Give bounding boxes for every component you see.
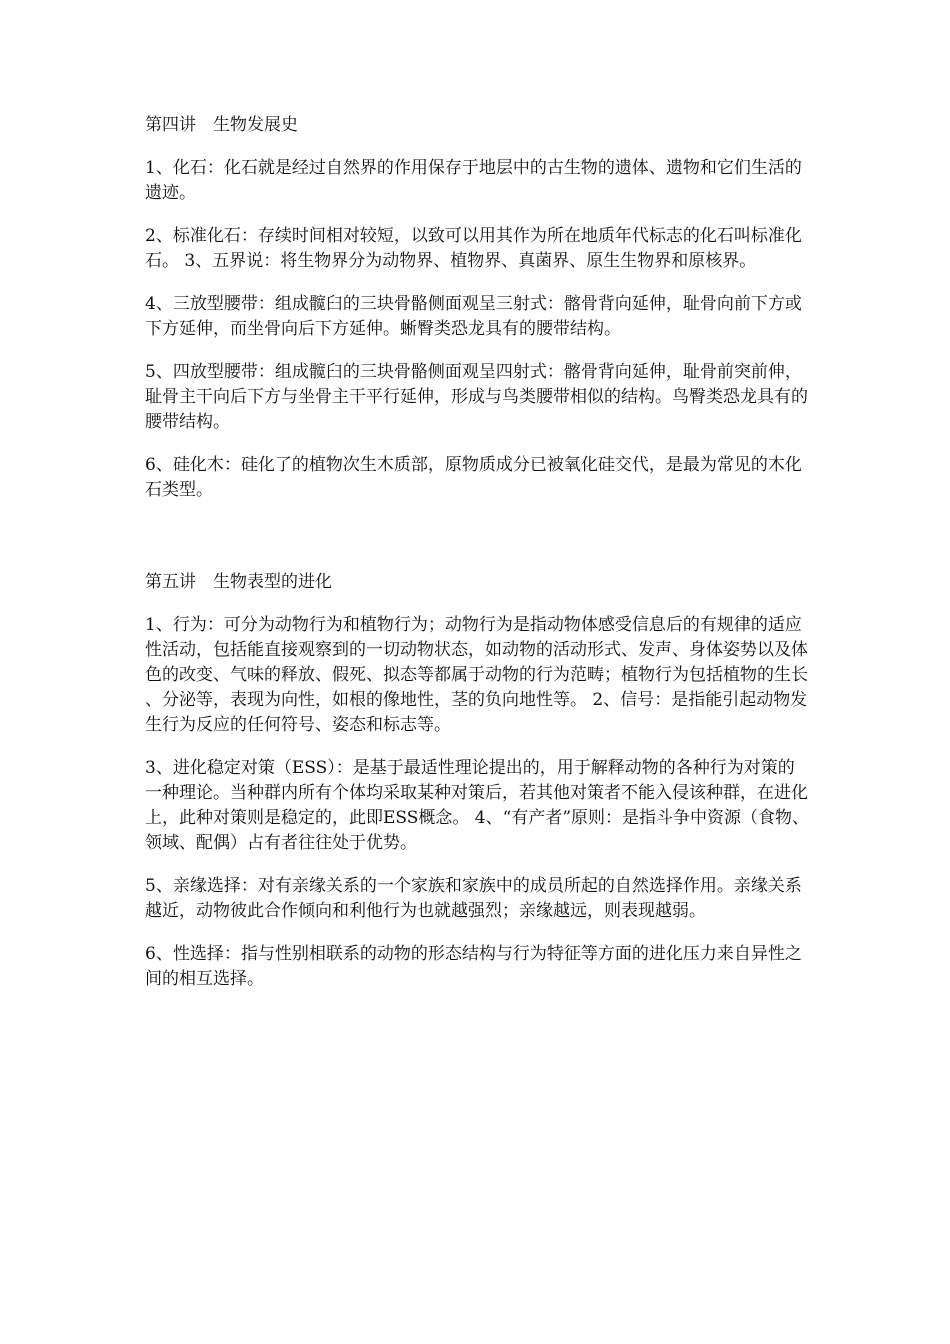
definition-paragraph: 5、亲缘选择：对有亲缘关系的一个家族和家族中的成员所起的自然选择作用。亲缘关系越近，动物彼此合作倾向和利他行为也就越强烈；亲缘越远，则表现越弱。 <box>145 876 802 921</box>
definition-paragraph: 4、三放型腰带：组成髋臼的三块骨骼侧面观呈三射式：髂骨背向延伸，耻骨向前下方或下方延伸，而坐骨向后下方延伸。蜥臀类恐龙具有的腰带结构。 <box>145 294 802 339</box>
definition-paragraph: 6、硅化木：硅化了的植物次生木质部，原物质成分已被氧化硅交代，是最为常见的木化石类型。 <box>145 455 802 500</box>
definition-paragraph: 3、进化稳定对策（ESS）：是基于最适性理论提出的，用于解释动物的各种行为对策的一种理论。当种群内所有个体均采取某种对策后，若其他对策者不能入侵该种群，在进化上，此种对策则是稳定的，此即ESS概念。 4、“有产者”原则：是指斗争中资源（食物、领域、配偶）占有者往往处于优势。 <box>145 758 810 853</box>
definition-paragraph: 5、四放型腰带：组成髋臼的三块骨骼侧面观呈四射式：髂骨背向延伸，耻骨前突前伸，耻骨主干向后下方与坐骨主干平行延伸，形成与鸟类腰带相似的结构。鸟臀类恐龙具有的腰带结构。 <box>145 362 808 432</box>
section-heading: 第四讲 生物发展史 <box>145 115 298 135</box>
section-heading: 第五讲 生物表型的进化 <box>145 572 332 592</box>
definition-paragraph: 1、化石：化石就是经过自然界的作用保存于地层中的古生物的遗体、遗物和它们生活的遗迹。 <box>145 158 802 203</box>
document-page <box>145 113 810 1010</box>
definition-paragraph: 2、标准化石：存续时间相对较短，以致可以用其作为所在地质年代标志的化石叫标准化石。 3、五界说：将生物界分为动物界、植物界、真菌界、原生生物界和原核界。 <box>145 226 802 271</box>
definition-paragraph: 6、性选择：指与性别相联系的动物的形态结构与行为特征等方面的进化压力来自异性之间的相互选择。 <box>145 944 802 989</box>
section-lecture-5 <box>145 570 810 992</box>
section-lecture-4 <box>145 113 810 503</box>
definition-paragraph: 1、行为：可分为动物行为和植物行为；动物行为是指动物体感受信息后的有规律的适应性活动，包括能直接观察到的一切动物状态，如动物的活动形式、发声、身体姿势以及体色的改变、气味的释放、假死、拟态等都属于动物的行为范畴；植物行为包括植物的生长、分泌等，表现为向性，如根的像地性，茎的负向地性等。 2、信号：是指能引起动物发生行为反应的任何符号、姿态和标志等。 <box>145 615 808 735</box>
